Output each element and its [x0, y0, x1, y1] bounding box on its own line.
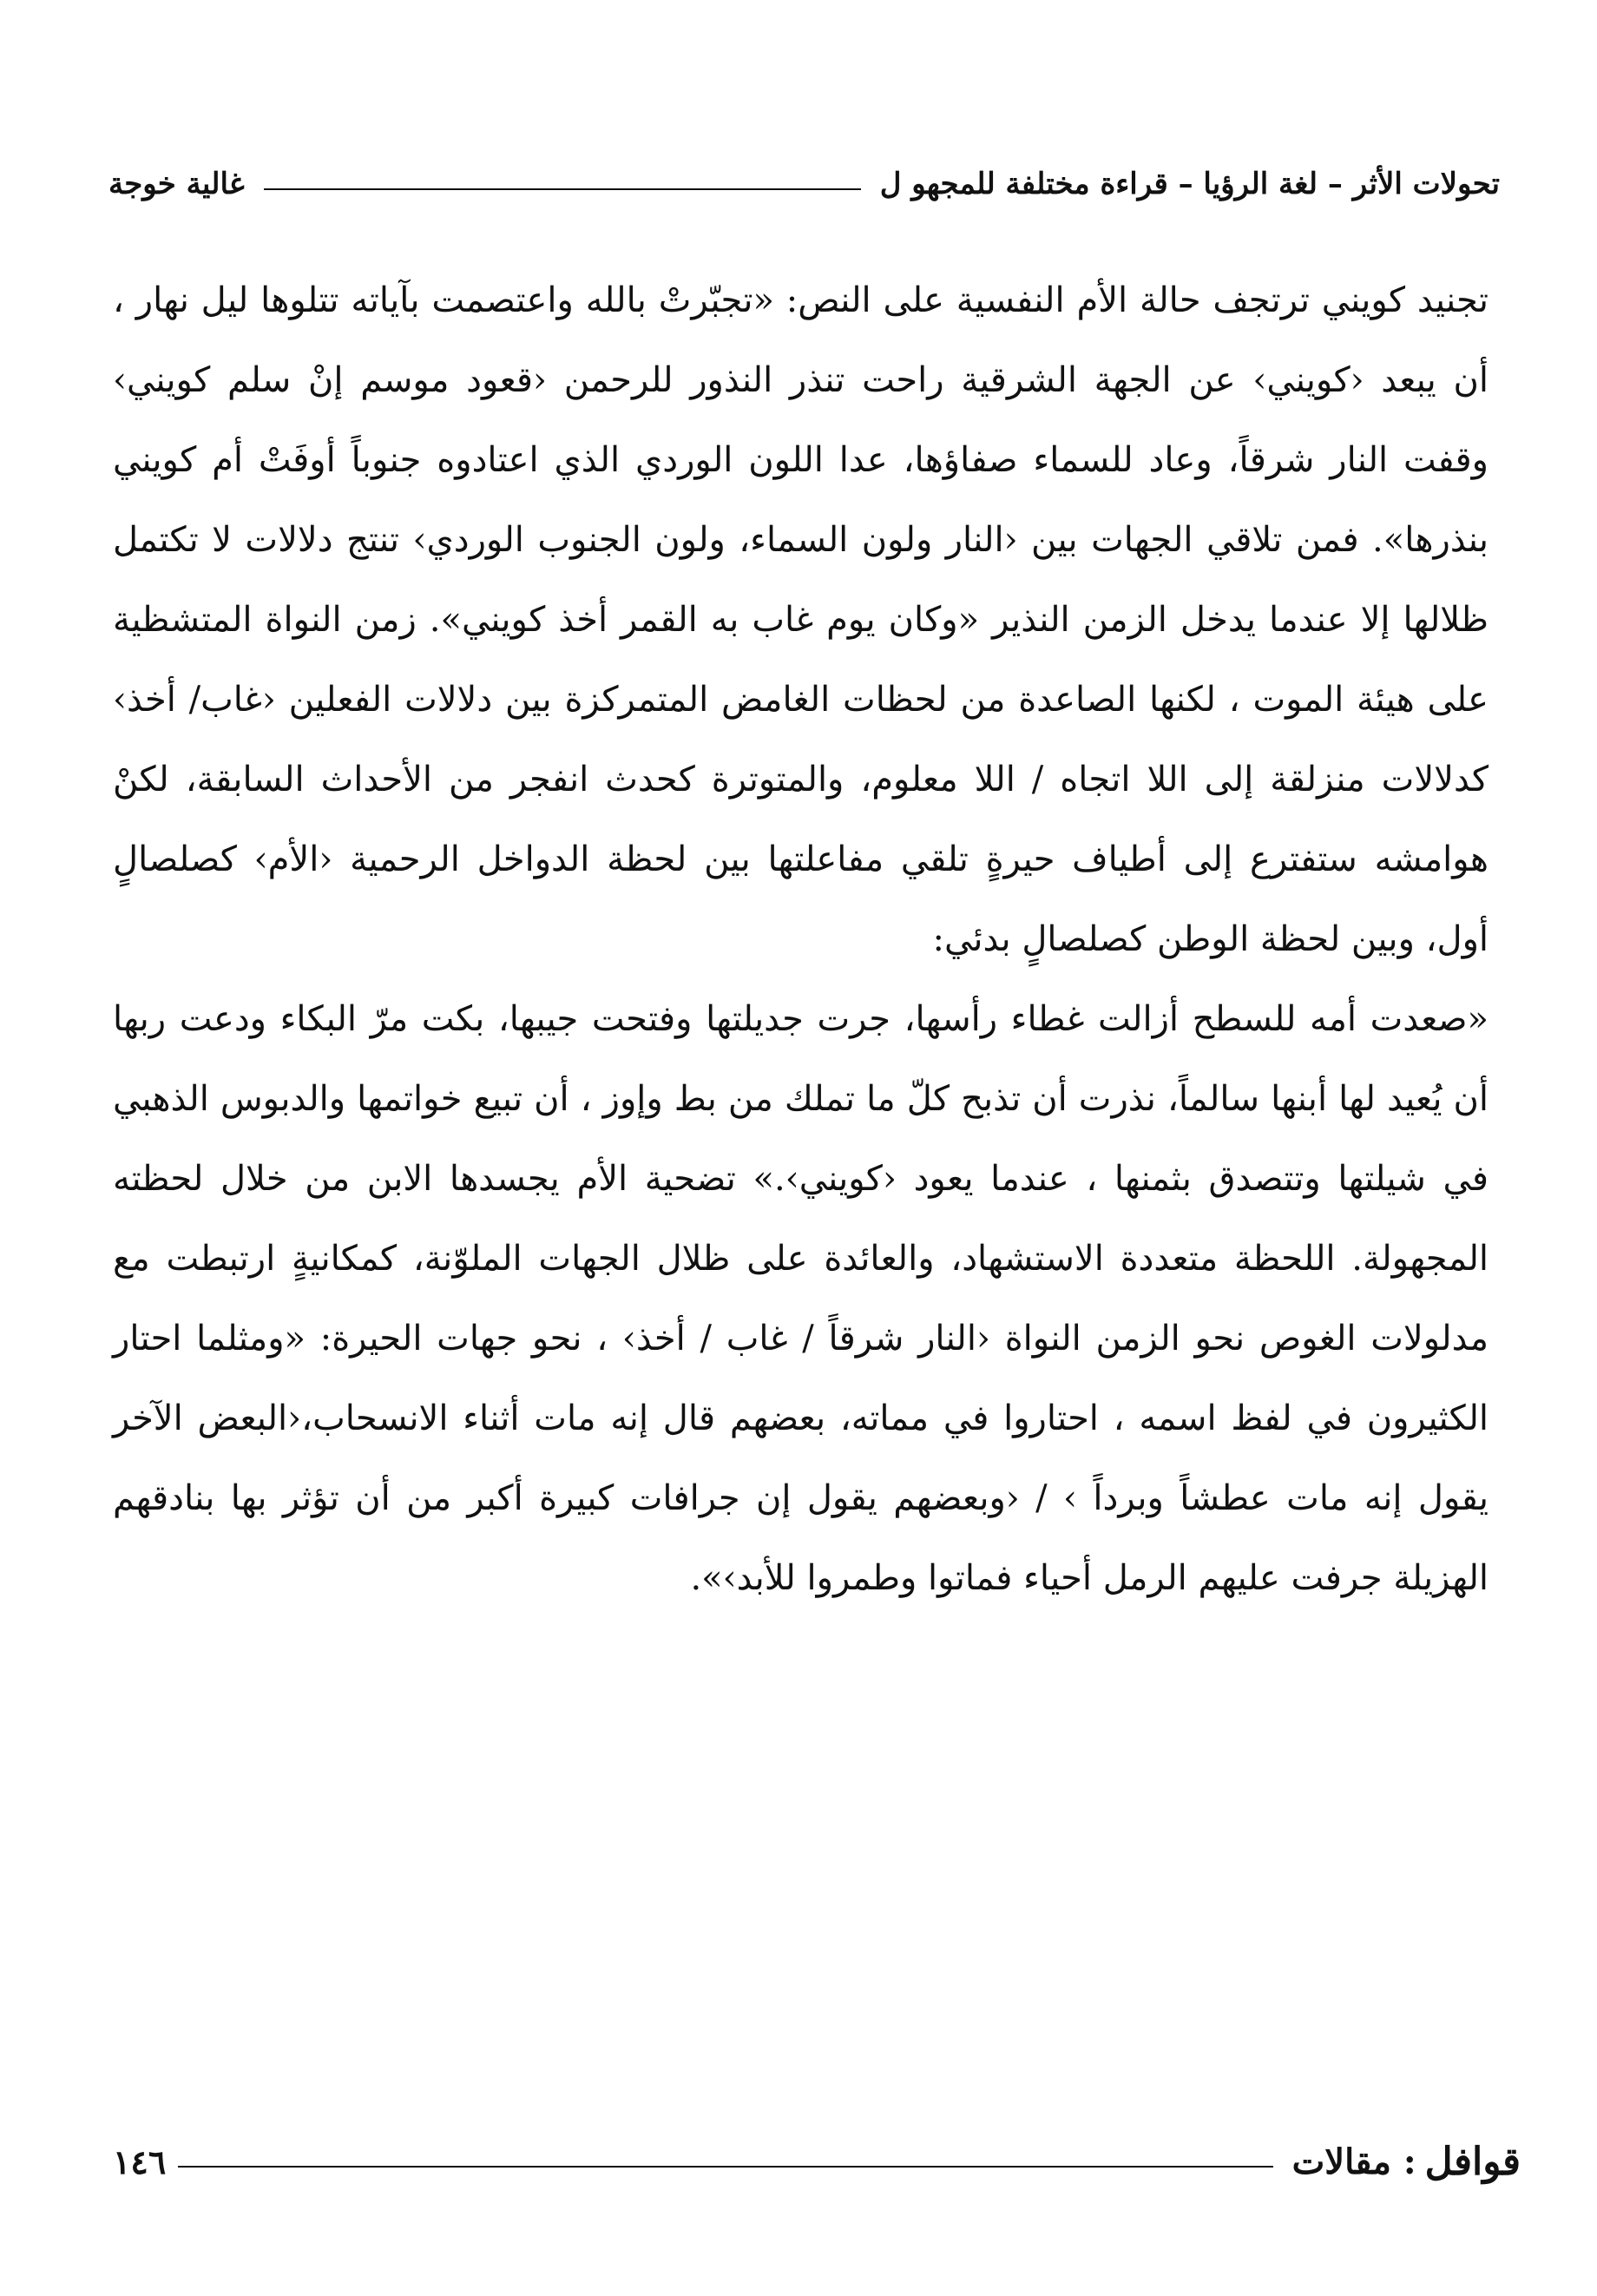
page-number: ١٤٦ — [113, 2141, 167, 2181]
section-name: : مقالات — [1291, 2141, 1416, 2182]
body-paragraph: «صعدت أمه للسطح أزالت غطاء رأسها، جرت جديلتها وفتحت جيبها، بكت مرّ البكاء ودعت ربها أن يُعيد لها أبنها سالماً، نذرت أن تذبح كلّ ما تملك من بط وإوز ، أن تبيع خواتمها والدبوس الذهبي في شيلتها وتتصدق بثمنها ، عندما يعود ‹كويني›.» تضحية الأم يجسدها الابن من خلال لحظته المجهولة. اللحظة متعددة الاستشهاد، والعائدة على ظلال الجهات الملوّنة، كمكانيةٍ ارتبطت مع مدلولات الغوص نحو الزمن النواة ‹النار شرقاً / غاب / أخذ› ، نحو جهات الحيرة: «ومثلما احتار الكثيرون في لفظ اسمه ، احتاروا في مماته، بعضهم قال إنه مات أثناء الانسحاب،‹البعض الآخر يقول إنه مات عطشاً وبرداً › / ‹وبعضهم يقول إن جرافات كبيرة أكبر من أن تؤثر بها بنادقهم الهزيلة جرفت عليهم الرمل أحياء فماتوا وطمروا للأبد›». — [113, 999, 1489, 1598]
article-body — [113, 260, 1489, 1618]
running-footer — [113, 2131, 1521, 2192]
running-header — [108, 156, 1500, 212]
journal-name: قوافل — [1424, 2139, 1521, 2184]
article-title: تحولات الأثر – لغة الرؤيا – قراءة مختلفة للمجهو ل — [879, 167, 1500, 201]
footer-rule — [178, 2166, 1272, 2168]
author-name: غالية خوجة — [108, 167, 245, 201]
header-rule — [264, 188, 861, 190]
body-paragraph: تجنيد كويني ترتجف حالة الأم النفسية على النص: «تجبّرتْ بالله واعتصمت بآياته تتلوها ليل نهار ، أن يبعد ‹كويني› عن الجهة الشرقية راحت تنذر النذور للرحمن ‹قعود موسم إنْ سلم كويني› وقفت النار شرقاً، وعاد للسماء صفاؤها، عدا اللون الوردي الذي اعتادوه جنوباً أوفَتْ أم كويني بنذرها». فمن تلاقي الجهات بين ‹النار ولون السماء، ولون الجنوب الوردي› تنتج دلالات لا تكتمل ظلالها إلا عندما يدخل الزمن النذير «وكان يوم غاب به القمر أخذ كويني». زمن النواة المتشظية على هيئة الموت ، لكنها الصاعدة من لحظات الغامض المتمركزة بين دلالات الفعلين ‹غاب/ أخذ› كدلالات منزلقة إلى اللا اتجاه / اللا معلوم، والمتوترة كحدث انفجر من الأحداث السابقة، لكنْ هوامشه ستفترع إلى أطياف حيرةٍ تلقي مفاعلتها بين لحظة الدواخل الرحمية ‹الأم› كصلصالٍ أول، وبين لحظة الوطن كصلصالٍ بدئي: — [113, 280, 1489, 959]
